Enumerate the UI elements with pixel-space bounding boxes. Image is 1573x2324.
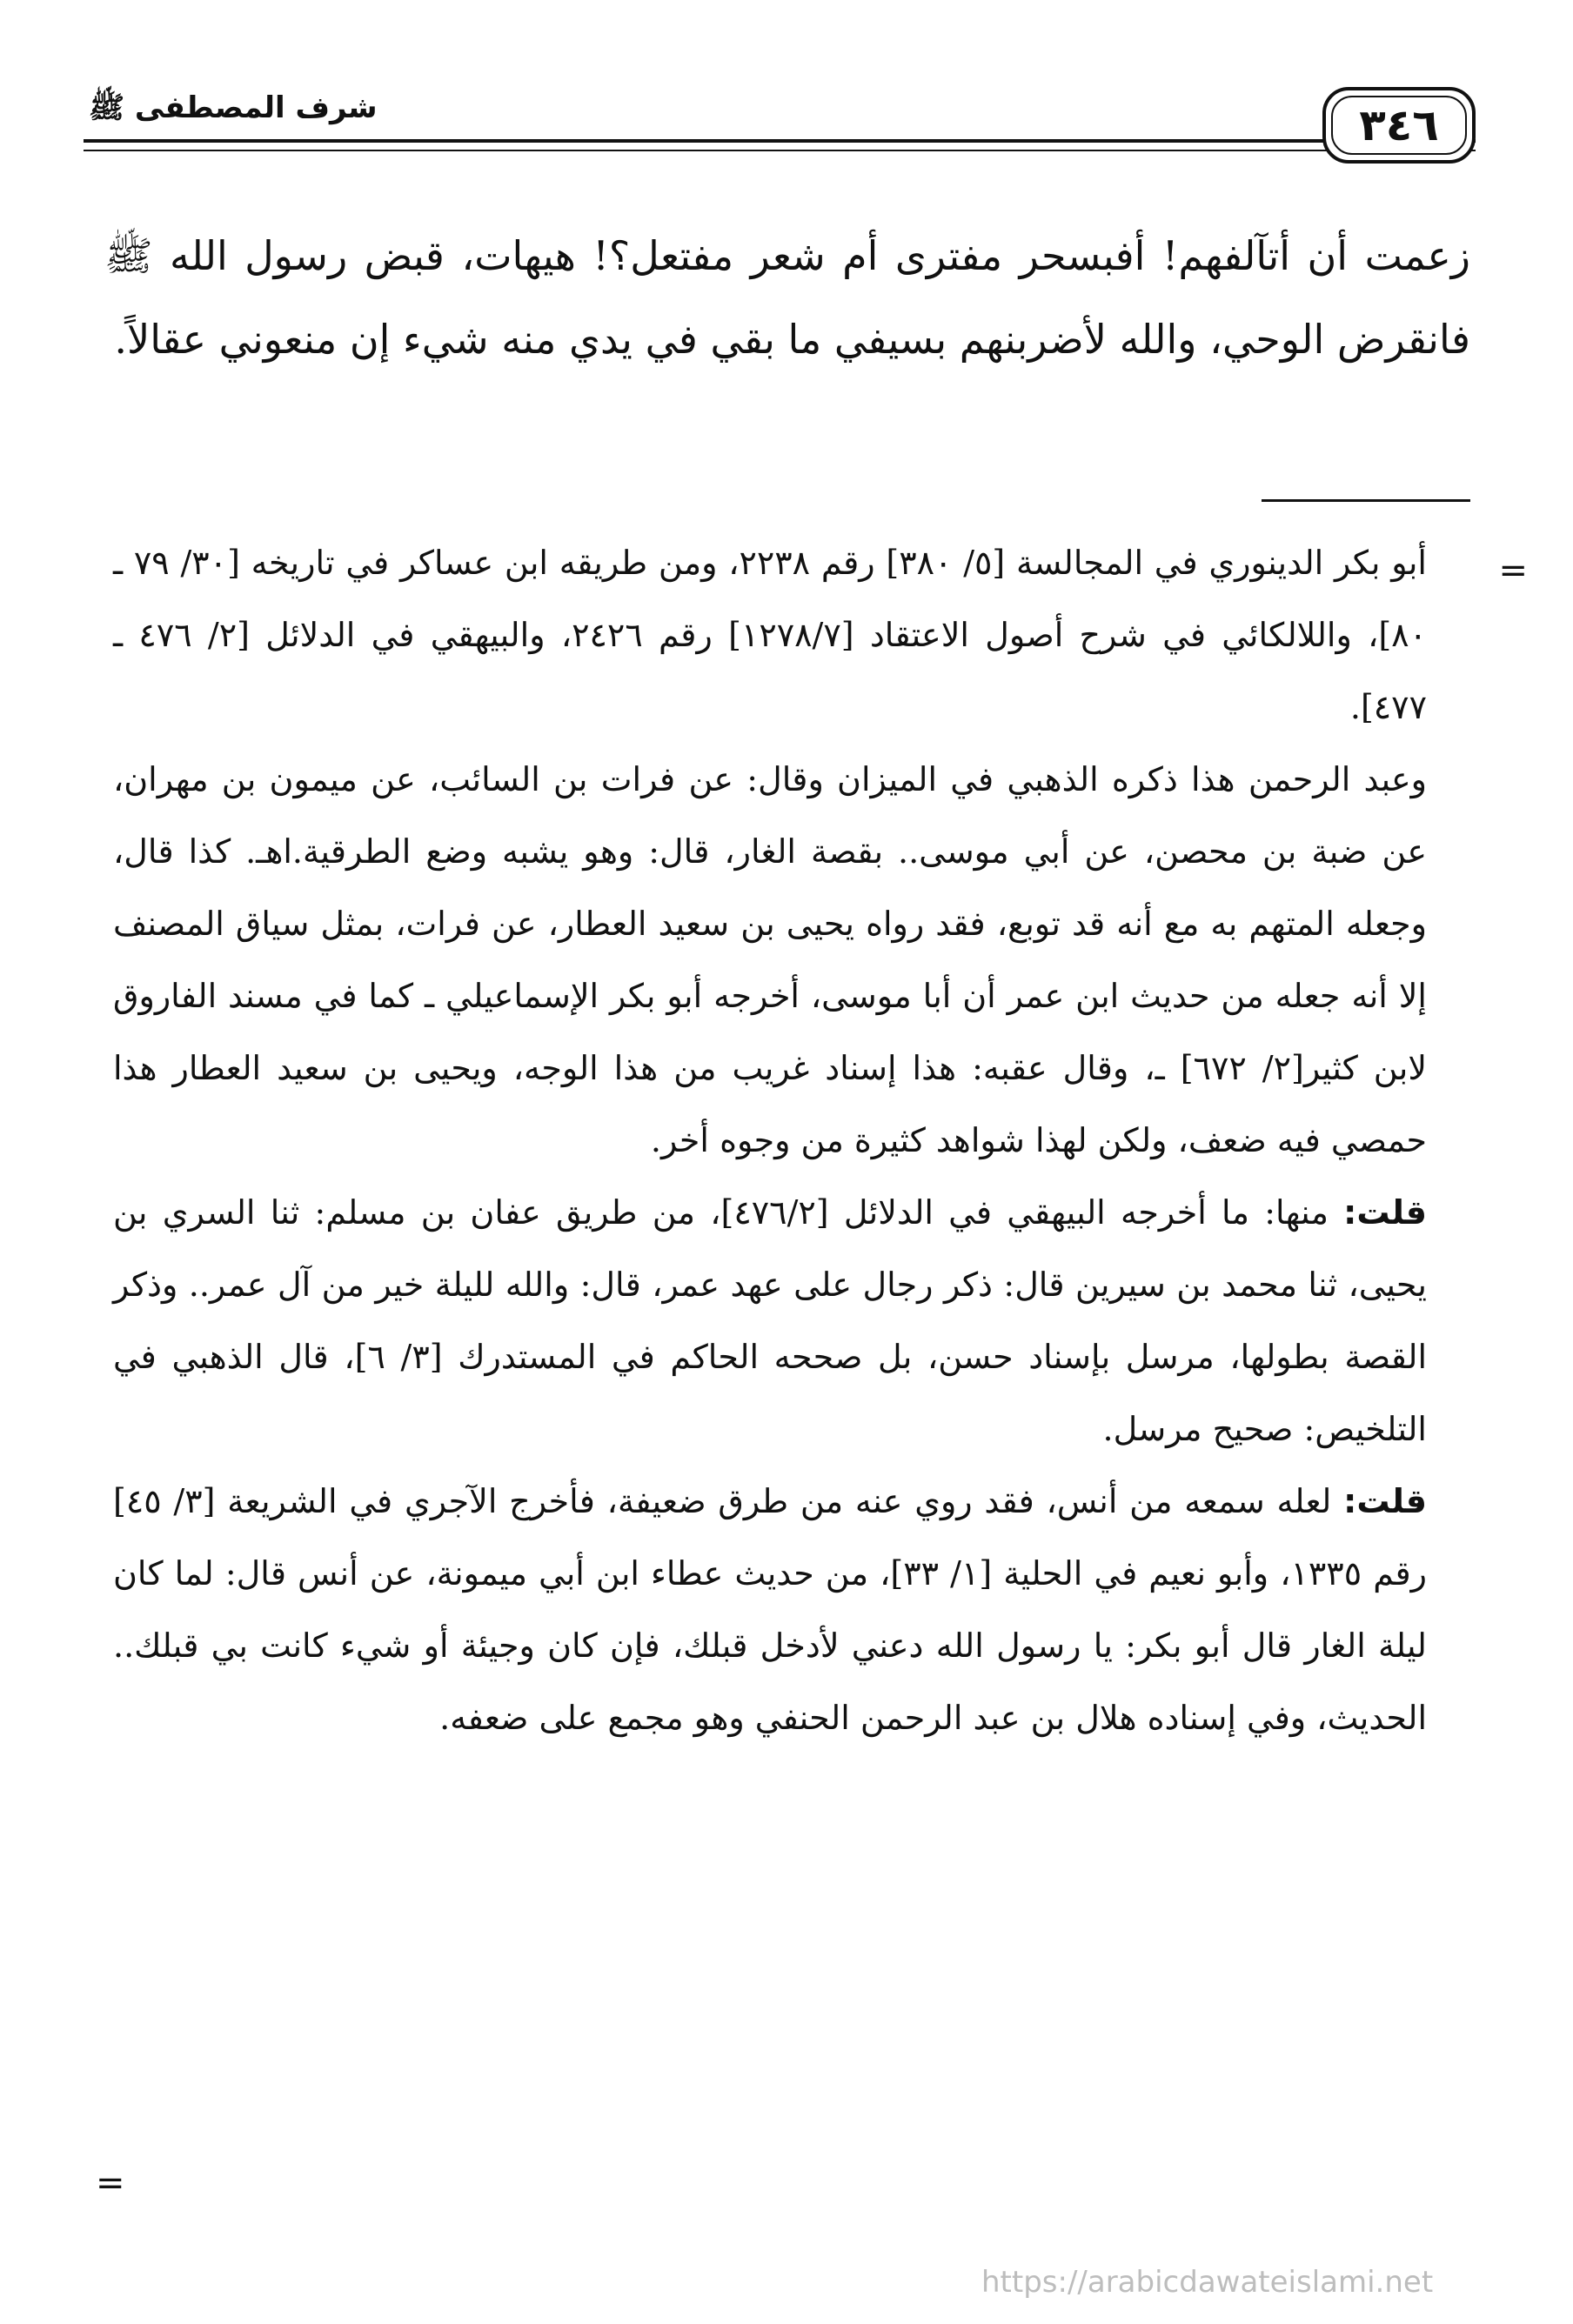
footnotes (113, 527, 1427, 1754)
page-header (84, 80, 1476, 176)
footnote-paragraph-4-body: لعله سمعه من أنس، فقد روي عنه من طرق ضعيفة، فأخرج الآجري في الشريعة [٣/ ٤٥] رقم ١٣٣٥، وأبو نعيم في الحلية [١/ ٣٣]، من حديث عطاء ابن أبي ميمونة، عن أنس قال: لما كان ليلة الغار قال أبو بكر: يا رسول الله دعني لأدخل قبلك، فإن كان وجيئة أو شيء كانت بي قبلك.. الحديث، وفي إسناده هلال بن عبد الرحمن الحنفي وهو مجمع على ضعفه. (113, 1482, 1427, 1737)
running-title: شرف المصطفى ﷺ (84, 82, 383, 134)
footnote-lead-word: قلت: (1343, 1482, 1427, 1520)
footnote-separator (1262, 499, 1470, 502)
footnote-paragraph-1: أبو بكر الدينوري في المجالسة [٥/ ٣٨٠] رقم ٢٢٣٨، ومن طريقه ابن عساكر في تاريخه [٣٠/ ٧٩ ـ ٨٠]، واللالكائي في شرح أصول الاعتقاد [١٢٧٨/٧] رقم ٢٤٢٦، والبيهقي في الدلائل [٢/ ٤٧٦ ـ ٤٧٧]. (113, 544, 1427, 726)
footnote-continuation-mark-bottom: = (96, 2163, 125, 2203)
footnote-paragraph-3 (113, 1177, 1427, 1466)
watermark-url: https://arabicdawateislami.net (981, 2265, 1434, 2300)
footnote-continuation-mark-top: = (1498, 551, 1528, 591)
page-number-frame (1322, 87, 1476, 164)
header-rule-thin (84, 150, 1476, 151)
footnote-paragraph-2: وعبد الرحمن هذا ذكره الذهبي في الميزان وقال: عن فرات بن السائب، عن ميمون بن مهران، عن ضبة بن محصن، عن أبي موسى.. بقصة الغار، قال: وهو يشبه وضع الطرقية.اهـ. كذا قال، وجعله المتهم به مع أنه قد توبع، فقد رواه يحيى بن سعيد العطار، عن فرات، بمثل سياق المصنف إلا أنه جعله من حديث ابن عمر أن أبا موسى، أخرجه أبو بكر الإسماعيلي ـ كما في مسند الفاروق لابن كثير[٢/ ٦٧٢] ـ، وقال عقبه: هذا إسناد غريب من هذا الوجه، ويحيى بن سعيد العطار هذا حمصي فيه ضعف، ولكن لهذا شواهد كثيرة من وجوه أخر. (113, 760, 1427, 1159)
header-rule-thick (84, 139, 1476, 143)
main-text: زعمت أن أتآلفهم! أفبسحر مفترى أم شعر مفتعل؟! هيهات، قبض رسول الله ﷺ فانقرض الوحي، والله لأضربنهم بسيفي ما بقي في يدي منه شيء إن منعوني عقالاً. (104, 232, 1470, 363)
footnote-paragraph-3-body: منها: ما أخرجه البيهقي في الدلائل [٤٧٦/٢]، من طريق عفان بن مسلم: ثنا السري بن يحيى، ثنا محمد بن سيرين قال: ذكر رجال على عهد عمر، قال: والله لليلة خير من آل عمر.. وذكر القصة بطولها، مرسل بإسناد حسن، بل صححه الحاكم في المستدرك [٣/ ٦]، قال الذهبي في التلخيص: صحيح مرسل. (113, 1193, 1428, 1448)
footnote-paragraph-4 (113, 1466, 1427, 1754)
footnote-lead-word: قلت: (1343, 1193, 1427, 1232)
page-number: ٣٤٦ (1359, 100, 1439, 150)
